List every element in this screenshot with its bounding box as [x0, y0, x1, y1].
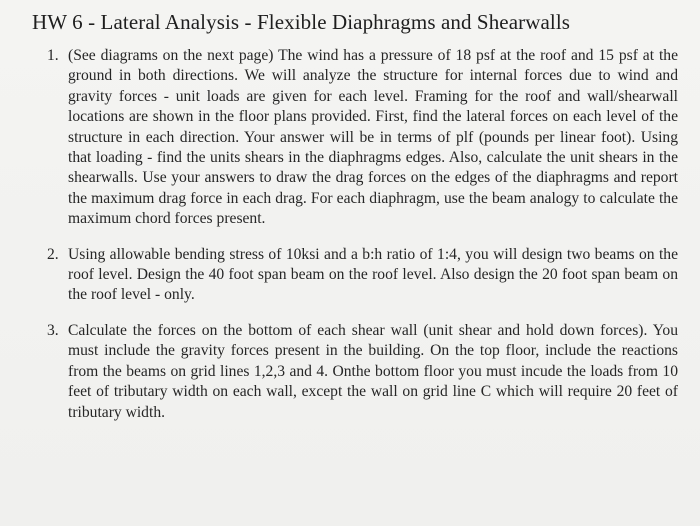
problem-item-1 — [32, 46, 678, 230]
problem-number: 1. — [47, 47, 59, 64]
problem-text: Calculate the forces on the bottom of each shear wall (unit shear and hold down forces). You must include the gravity forces present in the building. On the top floor, include the reactions from the beams on grid lines 1,2,3 and 4. Onthe bottom floor you must incude the loads from 10 feet of tributary width on each wall, except the wall on grid line C which will require 20 feet of tributary width. — [68, 321, 678, 421]
problem-text: (See diagrams on the next page) The wind has a pressure of 18 psf at the roof and 15 psf at the ground in both directions. We will analyze the structure for internal forces due to wind and gravity forces - unit loads are given for each level. Framing for the roof and wall/shearwall locations are shown in the floor plans provided. First, find the lateral forces on each level of the structure in each direction. Your answer will be in terms of plf (pounds per linear foot). Using that loading - find the units shears in the diaphragms edges. Also, calculate the unit shears in the shearwalls. Use your answers to draw the drag forces on the edges of the diaphragms and report the maximum drag force in each drag. For each diaphragm, use the beam analogy to calculate the maximum chord forces present. — [68, 47, 678, 228]
problem-item-2 — [32, 245, 678, 306]
problem-list — [32, 46, 678, 423]
problem-text: Using allowable bending stress of 10ksi and a b:h ratio of 1:4, you will design two beams on the roof level. Design the 40 foot span beam on the roof level. Also design the 20 foot span beam on the roof level - only. — [68, 245, 678, 304]
problem-item-3 — [32, 321, 678, 423]
page-title: HW 6 - Lateral Analysis - Flexible Diaphragms and Shearwalls — [32, 10, 571, 34]
problem-number: 2. — [47, 245, 59, 263]
problem-number: 3. — [47, 321, 59, 339]
